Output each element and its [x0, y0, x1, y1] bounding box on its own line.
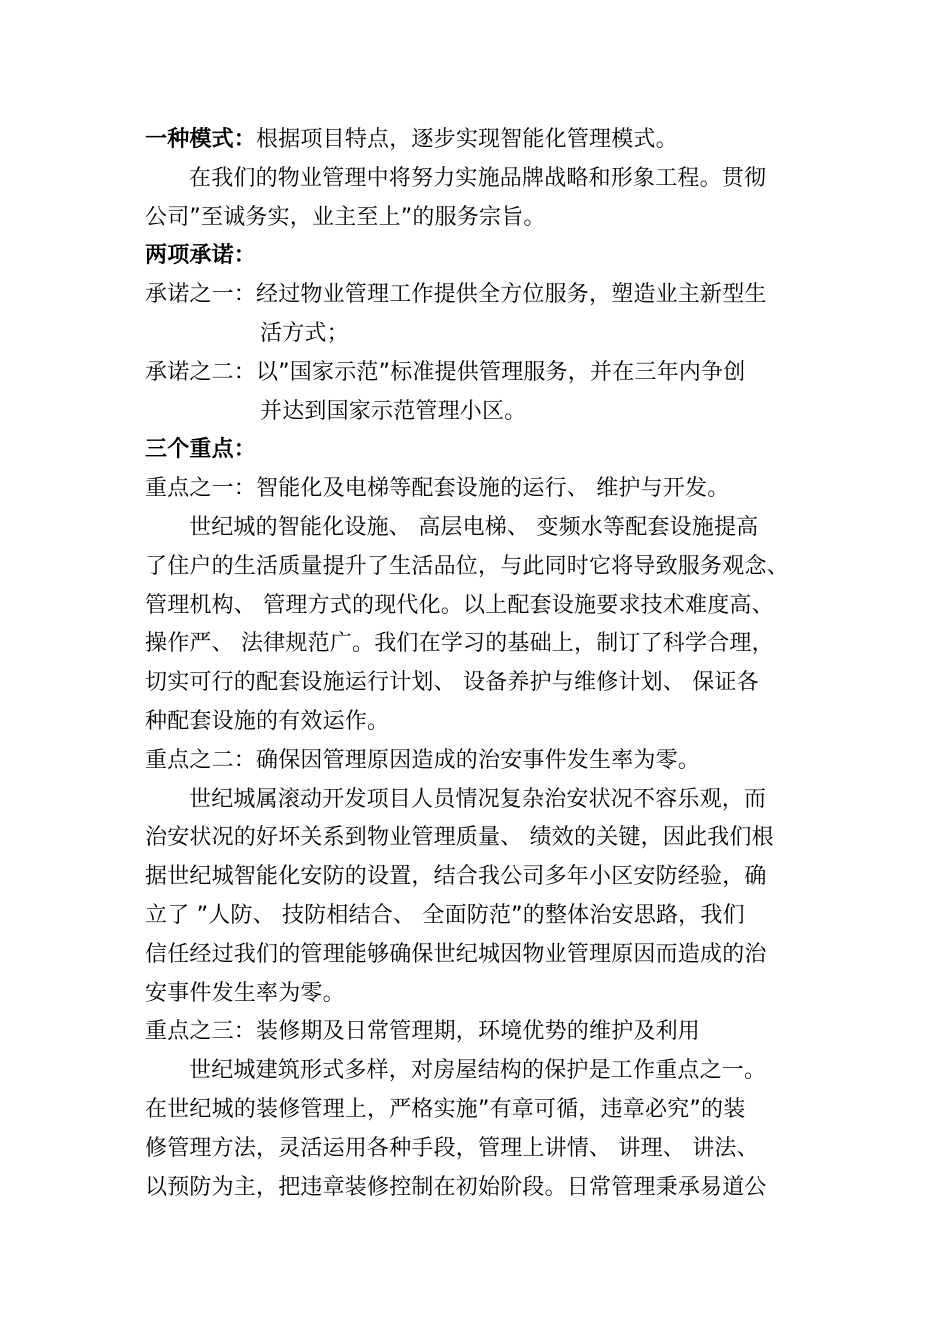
section-heading-focus: 三个重点：	[145, 437, 257, 463]
focus-three-title: 重点之三：装修期及日常管理期，环境优势的维护及利用	[145, 1019, 701, 1045]
promise-one: 承诺之一：经过物业管理工作提供全方位服务，塑造业主新型生	[145, 282, 767, 308]
section-heading-promises: 两项承诺：	[145, 243, 257, 269]
promise-one-cont: 活方式；	[260, 320, 349, 346]
paragraph-line: 安事件发生率为零。	[145, 980, 345, 1006]
document-body	[145, 121, 815, 1207]
paragraph-line: 世纪城建筑形式多样，对房屋结构的保护是工作重点之一。	[189, 1058, 767, 1084]
paragraph-line: 了住户的生活质量提升了生活品位，与此同时它将导致服务观念、	[145, 553, 789, 579]
paragraph-line: 以预防为主，把违章装修控制在初始阶段。日常管理秉承易道公	[145, 1174, 767, 1200]
paragraph-line: 在世纪城的装修管理上，严格实施”有章可循，违章必究”的装	[145, 1096, 746, 1122]
paragraph-line: 操作严、 法律规范广。我们在学习的基础上，制订了科学合理，	[145, 631, 774, 657]
paragraph-line: 治安状况的好坏关系到物业管理质量、 绩效的关键，因此我们根	[145, 825, 774, 851]
paragraph-line: 修管理方法，灵活运用各种手段，管理上讲情、 讲理、 讲法、	[145, 1135, 759, 1161]
mode-text: 根据项目特点，逐步实现智能化管理模式。	[256, 127, 678, 152]
text-line	[145, 121, 815, 160]
paragraph-line: 切实可行的配套设施运行计划、 设备养护与维修计划、 保证各	[145, 670, 759, 696]
paragraph-line: 在我们的物业管理中将努力实施品牌战略和形象工程。贯彻	[189, 165, 767, 191]
paragraph-line: 立了 ”人防、 技防相结合、 全面防范”的整体治安思路，我们	[145, 902, 745, 928]
paragraph-line: 世纪城属滚动开发项目人员情况复杂治安状况不容乐观，而	[189, 786, 767, 812]
paragraph-line: 信任经过我们的管理能够确保世纪城因物业管理原因而造成的治	[145, 941, 767, 967]
paragraph-line: 种配套设施的有效运作。	[145, 708, 390, 734]
paragraph-line: 管理机构、 管理方式的现代化。以上配套设施要求技术难度高、	[145, 592, 774, 618]
promise-two: 承诺之二：以”国家示范”标准提供管理服务，并在三年内争创	[145, 359, 746, 385]
section-label-mode: 一种模式：	[145, 127, 257, 152]
paragraph-line: 公司”至诚务实，业主至上”的服务宗旨。	[145, 204, 546, 230]
focus-one-title: 重点之一：智能化及电梯等配套设施的运行、 维护与开发。	[145, 476, 730, 502]
focus-two-title: 重点之二：确保因管理原因造成的治安事件发生率为零。	[145, 747, 701, 773]
paragraph-line: 世纪城的智能化设施、 高层电梯、 变频水等配套设施提高	[189, 514, 759, 540]
paragraph-line: 据世纪城智能化安防的设置，结合我公司多年小区安防经验，确	[145, 864, 767, 890]
promise-two-cont: 并达到国家示范管理小区。	[260, 398, 527, 424]
